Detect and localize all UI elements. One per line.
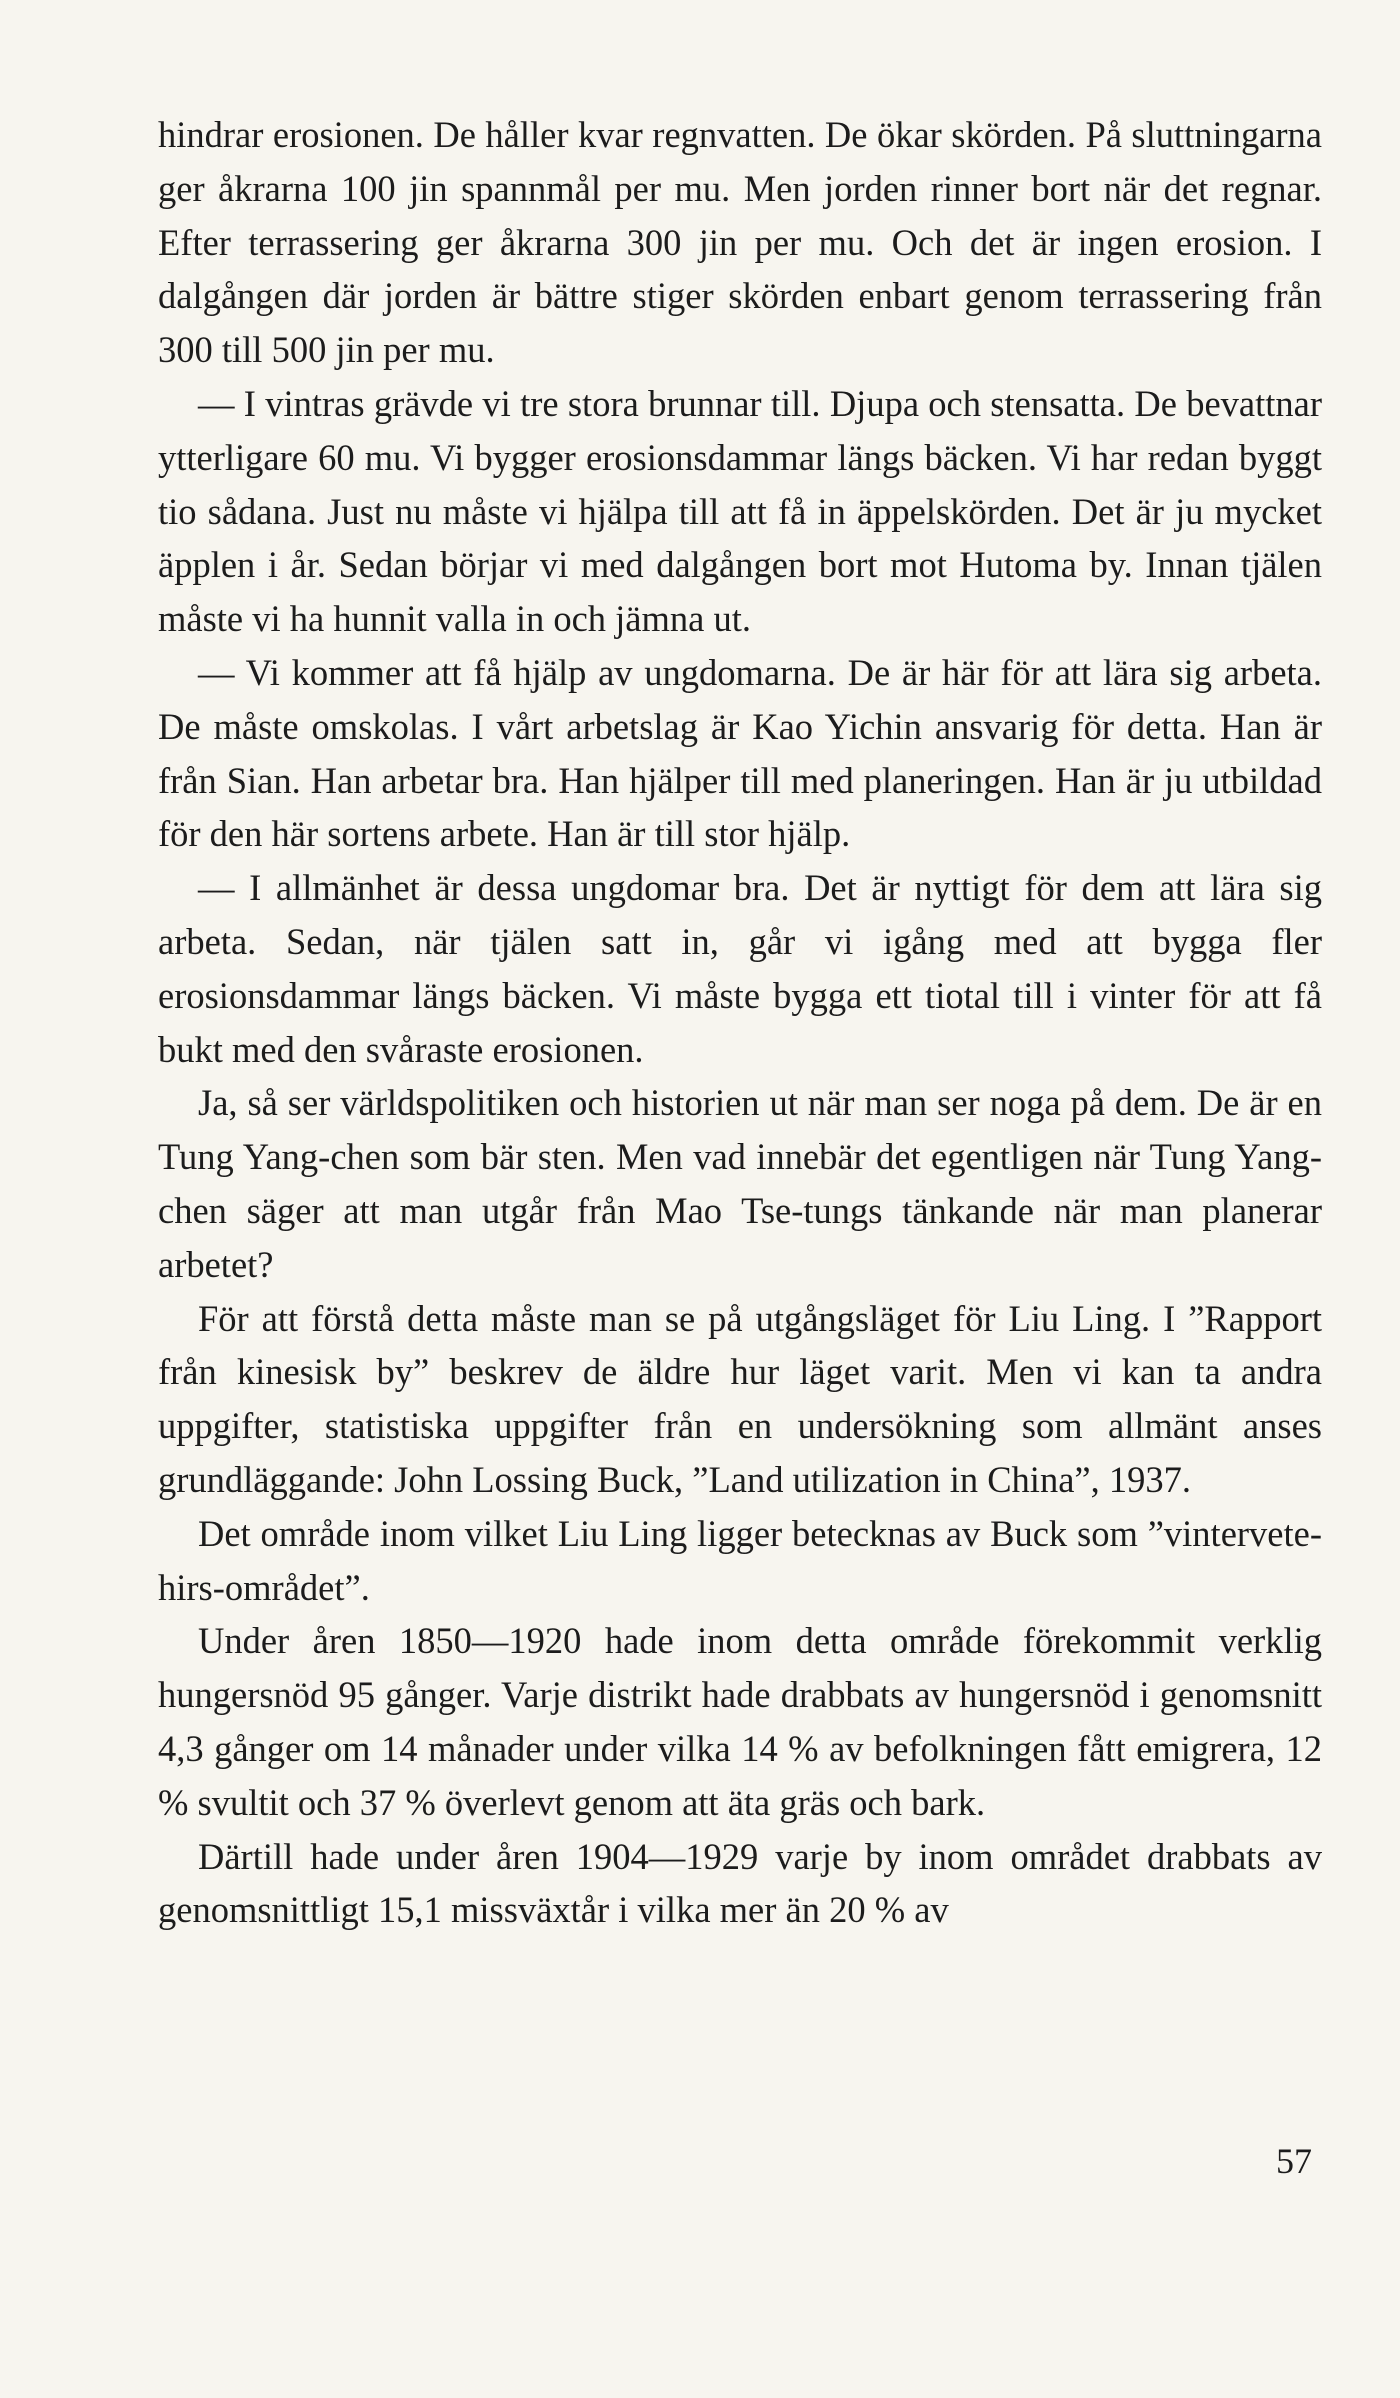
paragraph-4: — I allmänhet är dessa ungdomar bra. Det är nyttigt för dem att lära sig arbeta. Sedan, när tjälen satt in, går vi igång med att bygga fler erosionsdammar längs bäcken. Vi måste bygga ett tiotal till i vinter för att få bukt med den svåraste erosionen. [158, 867, 1322, 1070]
paragraph-9: Därtill hade under åren 1904—1929 varje by inom området drabbats av genomsnittligt 15,1 missväxtår i vilka mer än 20 % av [158, 1835, 1322, 1931]
paragraph-2: — I vintras grävde vi tre stora brunnar till. Djupa och stensatta. De bevattnar ytterligare 60 mu. Vi bygger erosionsdammar längs bäcken. Vi har redan byggt tio sådana. Just nu måste vi hjälpa till att få in äppelskörden. Det är ju mycket äpplen i år. Sedan börjar vi med dalgången bort mot Hutoma by. Innan tjälen måste vi ha hunnit valla in och jämna ut. [158, 382, 1322, 640]
body-text [158, 108, 1322, 1937]
paragraph-3: — Vi kommer att få hjälp av ungdomarna. De är här för att lära sig arbeta. De måste omskolas. I vårt arbetslag är Kao Yichin ansvarig för detta. Han är från Sian. Han arbetar bra. Han hjälper till med planeringen. Han är ju utbildad för den här sortens arbete. Han är till stor hjälp. [158, 651, 1322, 855]
paragraph-8: Under åren 1850—1920 hade inom detta område förekommit verklig hungersnöd 95 gånger. Varje distrikt hade drabbats av hungersnöd i genomsnitt 4,3 gånger om 14 månader under vilka 14 % av befolkningen fått emigrera, 12 % svultit och 37 % överlevt genom att äta gräs och bark. [158, 1620, 1322, 1823]
paragraph-7: Det område inom vilket Liu Ling ligger betecknas av Buck som ”vintervete-hirs-området”. [158, 1512, 1322, 1608]
page-number: 57 [1276, 2141, 1312, 2181]
paragraph-5: Ja, så ser världspolitiken och historien ut när man ser noga på dem. De är en Tung Yang-chen som bär sten. Men vad innebär det egentligen när Tung Yang-chen säger att man utgår från Mao Tse-tungs tänkande när man planerar arbetet? [158, 1082, 1322, 1285]
paragraph-1: hindrar erosionen. De håller kvar regnvatten. De ökar skörden. På sluttningarna ger åkrarna 100 jin spannmål per mu. Men jorden rinner bort när det regnar. Efter terrassering ger åkrarna 300 jin per mu. Och det är ingen erosion. I dalgången där jorden är bättre stiger skörden enbart genom terrassering från 300 till 500 jin per mu. [158, 114, 1322, 371]
paragraph-6: För att förstå detta måste man se på utgångsläget för Liu Ling. I ”Rapport från kinesisk by” beskrev de äldre hur läget varit. Men vi kan ta andra uppgifter, statistiska uppgifter från en undersökning som allmänt anses grundläggande: John Lossing Buck, ”Land utilization in China”, 1937. [158, 1297, 1322, 1500]
